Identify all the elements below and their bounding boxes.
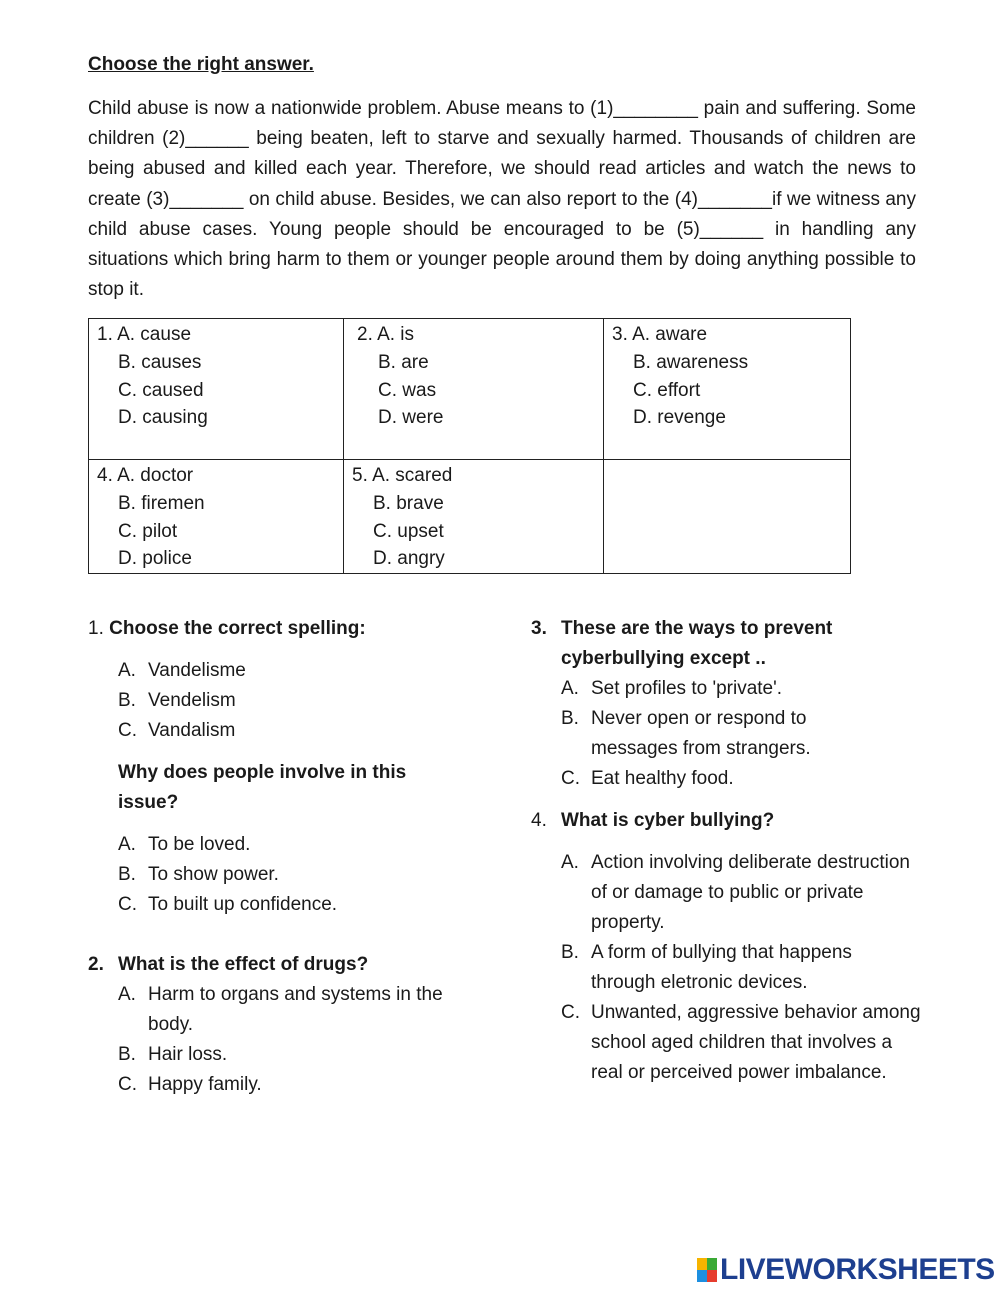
- q3-option-b[interactable]: B. awareness: [633, 351, 749, 373]
- option-b[interactable]: B. Vendelism: [118, 690, 236, 711]
- q1-option-d[interactable]: D. causing: [118, 407, 208, 429]
- option-a[interactable]: A. Vandelisme: [118, 660, 246, 681]
- option-b[interactable]: B. Never open or respond to messages from strangers.: [561, 708, 811, 759]
- left-question-column: [88, 614, 488, 1100]
- q1-option-b[interactable]: B. causes: [118, 351, 202, 373]
- logo-mark-icon: [697, 1258, 717, 1282]
- table-row: [89, 460, 851, 574]
- liveworksheets-logo: [697, 1252, 995, 1288]
- question-spelling: [88, 614, 488, 746]
- option-c[interactable]: C. Happy family.: [118, 1074, 262, 1095]
- empty-cell: [604, 460, 851, 574]
- question-title: These are the ways to prevent cyberbullying except ..: [561, 618, 833, 669]
- option-c[interactable]: C. Vandalism: [118, 720, 236, 741]
- q4-option-b[interactable]: B. firemen: [118, 492, 205, 514]
- q5-option-a[interactable]: 5. A. scared: [352, 465, 453, 486]
- question-2-cell: [344, 319, 604, 460]
- logo-square-blue: [697, 1270, 707, 1282]
- question-number: 1.: [88, 618, 104, 639]
- option-a[interactable]: A. To be loved.: [118, 834, 251, 855]
- q2-option-b[interactable]: B. are: [378, 351, 429, 373]
- q2-option-a[interactable]: 2. A. is: [357, 324, 415, 345]
- option-c[interactable]: C. To built up confidence.: [118, 894, 338, 915]
- q3-option-c[interactable]: C. effort: [633, 379, 701, 401]
- option-b[interactable]: B. To show power.: [118, 864, 279, 885]
- question-number: 2.: [88, 954, 104, 975]
- question-cyberbullying-definition: [531, 806, 921, 1088]
- cloze-passage: Child abuse is now a nationwide problem. Abuse means to (1)________ pain and suffering. Some children (2)______ being beaten, left to starve and sexually harmed. Thousands of children are being abused and killed each year. Therefore, we should read articles and watch the news to create (3)_______ on child abuse. Besides, we can also report to the (4)_______if we witness any child abuse cases. Young people should be encouraged to be (5)______ in handling any situations which bring harm to them or younger people around them by doing anything possible to stop it.: [88, 98, 916, 301]
- worksheet-heading: Choose the right answer.: [88, 54, 314, 75]
- question-title: What is the effect of drugs?: [118, 954, 369, 975]
- q5-option-d[interactable]: D. angry: [373, 548, 445, 570]
- option-b[interactable]: B. Hair loss.: [118, 1044, 228, 1065]
- logo-square-red: [707, 1270, 717, 1282]
- right-question-column: [531, 614, 921, 1088]
- question-title: What is cyber bullying?: [561, 810, 775, 831]
- question-title: Choose the correct spelling:: [109, 618, 366, 639]
- q4-option-d[interactable]: D. police: [118, 548, 192, 570]
- option-c[interactable]: C. Eat healthy food.: [561, 768, 734, 789]
- q1-option-c[interactable]: C. caused: [118, 379, 204, 401]
- option-a[interactable]: A. Action involving deliberate destruction of or damage to public or private property.: [561, 852, 910, 933]
- q4-option-c[interactable]: C. pilot: [118, 520, 178, 542]
- option-a[interactable]: A. Harm to organs and systems in the body.: [118, 984, 443, 1035]
- q4-option-a[interactable]: 4. A. doctor: [97, 465, 194, 486]
- question-number: 4.: [531, 810, 547, 831]
- question-1-cell: [89, 319, 344, 460]
- logo-square-yellow: [697, 1258, 707, 1270]
- question-number: 3.: [531, 618, 547, 639]
- q3-option-d[interactable]: D. revenge: [633, 407, 726, 429]
- option-b[interactable]: B. A form of bullying that happens through eletronic devices.: [561, 942, 852, 993]
- question-3-cell: [604, 319, 851, 460]
- table-row: [89, 319, 851, 460]
- option-a[interactable]: A. Set profiles to 'private'.: [561, 678, 783, 699]
- logo-square-green: [707, 1258, 717, 1270]
- question-5-cell: [344, 460, 604, 574]
- answer-options-table: [88, 318, 851, 574]
- q2-option-c[interactable]: C. was: [378, 379, 437, 401]
- option-c[interactable]: C. Unwanted, aggressive behavior among school aged children that involves a real or perceived power imbalance.: [561, 1002, 921, 1083]
- question-4-cell: [89, 460, 344, 574]
- question-drugs: [88, 950, 488, 1100]
- q3-option-a[interactable]: 3. A. aware: [612, 324, 708, 345]
- question-title: Why does people involve in this issue?: [118, 762, 407, 813]
- q2-option-d[interactable]: D. were: [378, 407, 444, 429]
- q1-option-a[interactable]: 1. A. cause: [97, 324, 192, 345]
- q5-option-c[interactable]: C. upset: [373, 520, 444, 542]
- question-why-involve: [88, 758, 488, 920]
- q5-option-b[interactable]: B. brave: [373, 492, 444, 514]
- question-cyberbullying-prevention: [531, 614, 921, 794]
- logo-text: LIVEWORKSHEETS: [720, 1253, 995, 1286]
